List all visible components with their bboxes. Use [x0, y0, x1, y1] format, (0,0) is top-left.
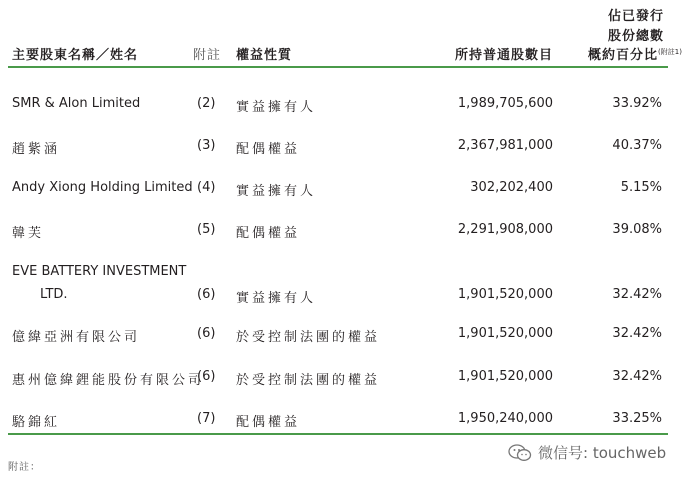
row-pct: 32.42%: [612, 287, 662, 302]
row-name: Andy Xiong Holding Limited: [12, 180, 193, 195]
row-nature: 於受控制法團的權益: [236, 330, 381, 345]
row-note: (6): [197, 326, 216, 341]
row-name: 駱錦紅: [12, 415, 61, 430]
row-nature: 配偶權益: [236, 415, 301, 430]
row-shares: 302,202,400: [470, 180, 553, 195]
header-shares: 所持普通股數目: [455, 48, 554, 63]
header-pct-text: 概約百分比: [588, 48, 659, 63]
row-note: (7): [197, 411, 216, 426]
header-pct-line1: 佔已發行: [608, 9, 665, 24]
row-shares: 1,989,705,600: [457, 96, 553, 111]
header-pct-note: (附註1): [658, 48, 682, 56]
row-nature: 配偶權益: [236, 142, 301, 157]
header-pct-line2: 股份總數: [608, 29, 665, 44]
header-nature: 權益性質: [236, 48, 293, 63]
row-pct: 32.42%: [612, 369, 662, 384]
row-name: 韓芙: [12, 226, 45, 241]
row-pct: 5.15%: [620, 180, 662, 195]
footer-rule: [8, 433, 668, 435]
watermark: [508, 442, 666, 463]
header-pct-line3: [588, 44, 682, 63]
row-shares: 1,950,240,000: [457, 411, 553, 426]
row-shares: 2,291,908,000: [457, 222, 553, 237]
row-pct: 33.25%: [612, 411, 662, 426]
row-nature: 實益擁有人: [236, 100, 317, 115]
footnote-label: 附註：: [8, 462, 41, 473]
row-note: (6): [197, 287, 216, 302]
row-pct: 40.37%: [612, 138, 662, 153]
row-name: 惠州億緯鋰能股份有限公司: [12, 373, 205, 388]
header-note: 附註: [193, 48, 222, 63]
row-shares: 1,901,520,000: [457, 287, 553, 302]
row-pct: 39.08%: [612, 222, 662, 237]
header-name: 主要股東名稱／姓名: [12, 48, 139, 63]
row-name: 億緯亞洲有限公司: [12, 330, 141, 345]
header-rule: [8, 66, 668, 68]
row-name: SMR & Alon Limited: [12, 96, 141, 111]
row-note: (2): [197, 96, 216, 111]
row-note: (3): [197, 138, 216, 153]
row-note: (6): [197, 369, 216, 384]
row-name: 趙紫涵: [12, 142, 61, 157]
row-pct: 33.92%: [612, 96, 662, 111]
row-pct: 32.42%: [612, 326, 662, 341]
row-nature: 於受控制法團的權益: [236, 373, 381, 388]
row-name-line1: EVE BATTERY INVESTMENT: [12, 264, 187, 279]
row-shares: 2,367,981,000: [457, 138, 553, 153]
watermark-text: 微信号: touchweb: [538, 444, 667, 462]
row-note: (4): [197, 180, 216, 195]
row-shares: 1,901,520,000: [457, 369, 553, 384]
row-nature: 實益擁有人: [236, 184, 317, 199]
wechat-icon: [508, 444, 532, 462]
row-shares: 1,901,520,000: [457, 326, 553, 341]
row-note: (5): [197, 222, 216, 237]
row-nature: 實益擁有人: [236, 291, 317, 306]
row-name-line2: LTD.: [40, 287, 68, 302]
row-nature: 配偶權益: [236, 226, 301, 241]
